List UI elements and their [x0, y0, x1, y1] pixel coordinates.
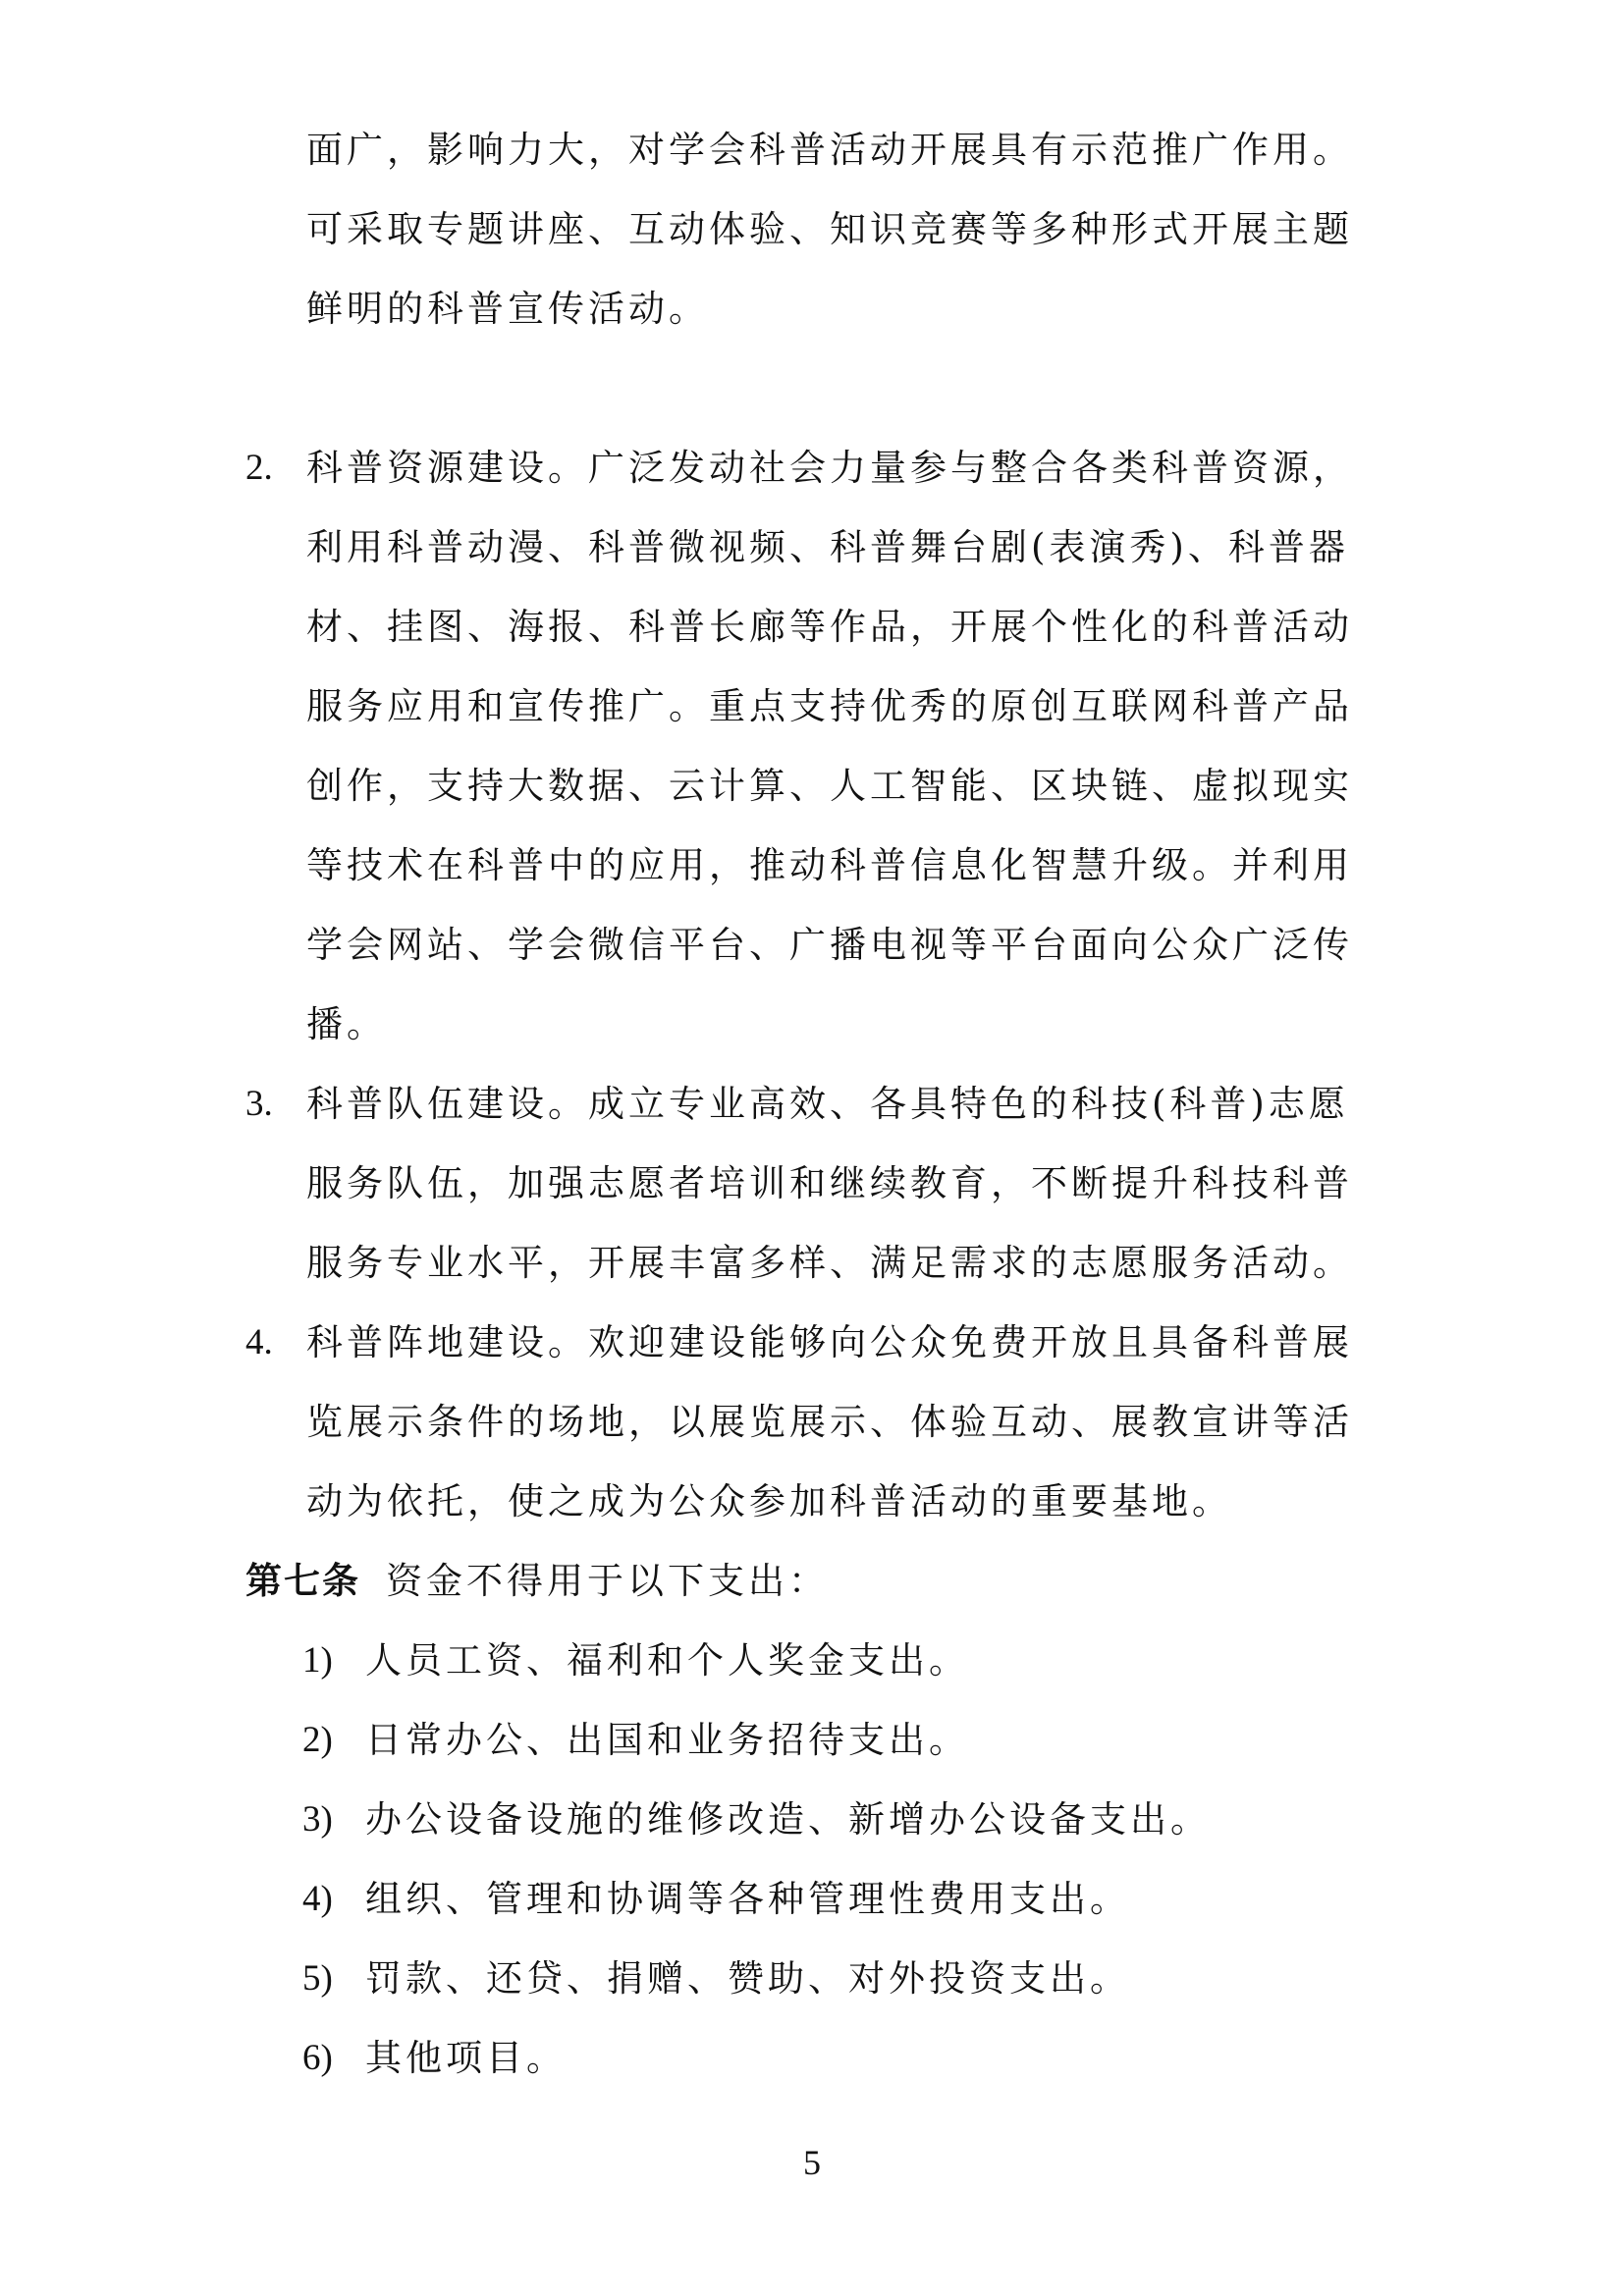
text-line: 鲜明的科普宣传活动。: [306, 288, 709, 330]
article-heading: 第七条: [245, 1560, 360, 1602]
exclusion-number: 2): [302, 1720, 333, 1760]
text-line: 创作，支持大数据、云计算、人工智能、区块链、虚拟现实: [306, 765, 1353, 807]
exclusion-text: 办公设备设施的维修改造、新增办公设备支出。: [365, 1798, 1211, 1841]
exclusion-text: 人员工资、福利和个人奖金支出。: [365, 1639, 969, 1682]
exclusion-text: 罚款、还贷、捐赠、赞助、对外投资支出。: [365, 1957, 1130, 2000]
exclusion-number: 4): [302, 1879, 333, 1919]
article-paragraph: [245, 1560, 829, 1602]
list-item-number: 2.: [245, 448, 273, 488]
text-line: 科普队伍建设。成立专业高效、各具特色的科技(科普)志愿: [306, 1083, 1349, 1125]
exclusion-number: 6): [302, 2038, 333, 2078]
exclusion-number: 3): [302, 1799, 333, 1840]
text-line: 科普资源建设。广泛发动社会力量参与整合各类科普资源，: [306, 447, 1353, 489]
article-text: 资金不得用于以下支出：: [386, 1560, 829, 1602]
text-line: 科普阵地建设。欢迎建设能够向公众免费开放且具备科普展: [306, 1321, 1353, 1363]
text-line: 面广，影响力大，对学会科普活动开展具有示范推广作用。: [306, 129, 1353, 171]
exclusion-number: 1): [302, 1640, 333, 1681]
list-item-number: 4.: [245, 1322, 273, 1362]
text-line: 播。: [306, 1003, 387, 1045]
text-line: 动为依托，使之成为公众参加科普活动的重要基地。: [306, 1480, 1232, 1522]
text-line: 服务应用和宣传推广。重点支持优秀的原创互联网科普产品: [306, 685, 1353, 727]
text-line: 材、挂图、海报、科普长廊等作品，开展个性化的科普活动: [306, 606, 1353, 648]
exclusion-text: 日常办公、出国和业务招待支出。: [365, 1719, 969, 1761]
page-number: 5: [803, 2143, 821, 2182]
text-line: 可采取专题讲座、互动体验、知识竞赛等多种形式开展主题: [306, 208, 1353, 250]
exclusion-text: 其他项目。: [365, 2037, 567, 2079]
list-item-number: 3.: [245, 1084, 273, 1124]
exclusion-number: 5): [302, 1958, 333, 1999]
text-line: 服务专业水平，开展丰富多样、满足需求的志愿服务活动。: [306, 1242, 1353, 1284]
text-line: 学会网站、学会微信平台、广播电视等平台面向公众广泛传: [306, 924, 1353, 966]
text-line: 览展示条件的场地，以展览展示、体验互动、展教宣讲等活: [306, 1401, 1353, 1443]
text-line: 利用科普动漫、科普微视频、科普舞台剧(表演秀)、科普器: [306, 526, 1349, 568]
exclusion-text: 组织、管理和协调等各种管理性费用支出。: [365, 1878, 1130, 1920]
text-line: 服务队伍，加强志愿者培训和继续教育，不断提升科技科普: [306, 1162, 1353, 1204]
text-line: 等技术在科普中的应用，推动科普信息化智慧升级。并利用: [306, 844, 1353, 886]
